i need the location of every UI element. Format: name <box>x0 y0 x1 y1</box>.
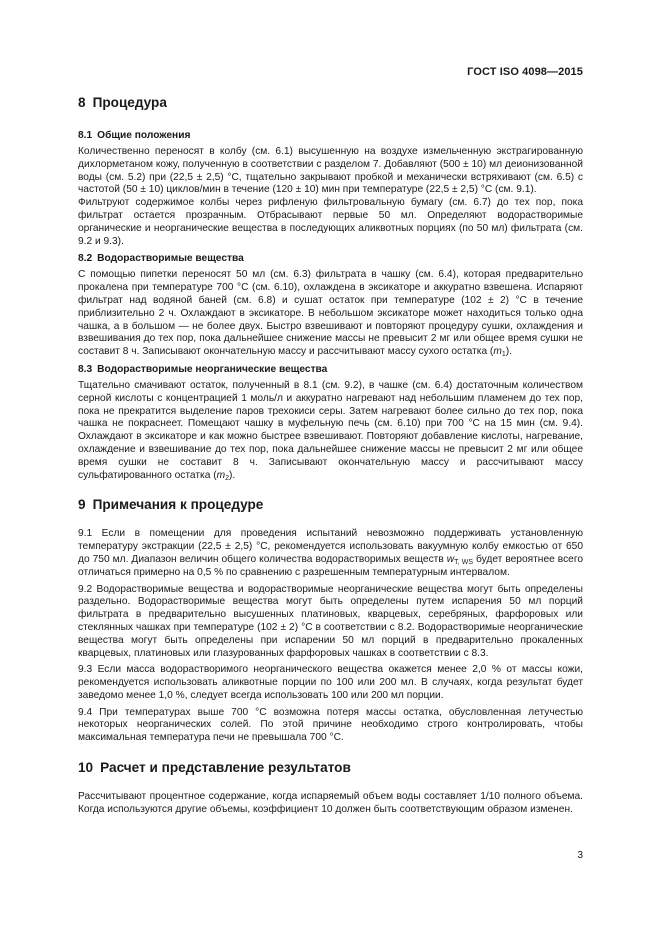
mass-fraction-variable: w <box>446 553 455 565</box>
section-title: Примечания к процедуре <box>92 497 264 513</box>
section-number: 10 <box>78 760 94 776</box>
section-8-heading <box>78 95 583 110</box>
subsection-8-2-heading <box>78 252 583 265</box>
paragraph: Рассчитывают процентное содержание, когда испаряемый объем воды составляет 1/10 полного объема. Когда используются другие объемы, коэффициент 10 должен быть соответствующим образом изменен. <box>78 791 583 815</box>
subsection-title: Общие положения <box>97 130 191 141</box>
subsection-title: Водорастворимые вещества <box>97 253 244 265</box>
section-9-heading <box>78 497 583 512</box>
section-number: 9 <box>78 497 86 513</box>
subsection-8-3-heading <box>78 363 583 376</box>
section-number: 8 <box>78 95 86 110</box>
note-9-4: 9.4 При температурах выше 700 °С возможна потеря массы остатка, обусловленная летучестью некоторых неорганических солей. По этой причине необходимо строго контролировать, чтобы максимальная температура печи не превышала 700 °С. <box>78 706 583 744</box>
subsection-number: 8.1 <box>78 130 93 141</box>
subsection-number: 8.3 <box>78 363 93 375</box>
note-9-3: 9.3 Если масса водорастворимого неорганического вещества окажется менее 2,0 % от массы кожи, рекомендуется использовать аликвотные порции по 100 или 200 мл. В случаях, когда результат будет заведомо менее 1,0 %, следует всегда использовать 100 или 200 мл порции. <box>78 664 583 701</box>
subsection-8-1-heading <box>78 129 583 142</box>
paragraph: Тщательно смачивают остаток, полученный в 8.1 (см. 9.2), в чашке (см. 6.4) достаточным количеством серной кислоты с концентрацией 1 моль/л и аккуратно нагревают над небольшим пламенем до тех пор, пока не прекратится выделение паров трехокиси серы. Затем нагревают более сильно до тех пор, пока чашка не покраснеет. Помещают чашку в муфельную печь (см. 6.10) при 700 °С на 15 мин (см. 9.4). Охлаждают в эксикаторе и как можно быстрее взвешивают. Повторяют добавление кислоты, нагревание, охлаждение и взвешивание до тех пор, пока дальнейшее снижение массы не превысит 2 мг или общее время сушки не составит 8 ч. Записывают окончательную массу и рассчитывают массу сульфатированного остатка $(m_2)$. <box>78 379 583 482</box>
note-9-1: 9.1 Если в помещении для проведения испытаний невозможно поддерживать установленную температуру экстракции (22,5 ± 2,5) °С, рекомендуется использовать вакуумную колбу емкостью от 650 до 750 мл. Диапазон величин общего количества водорастворимых веществ $w_{T, WS}$ будет вероятнее всего отличаться примерно на 0,5 % по сравнению с разрешенным температурным интервалом. <box>78 528 583 578</box>
paragraph: Фильтруют содержимое колбы через рифленую фильтровальную бумагу (см. 6.7) до тех пор, пока фильтрат остается прозрачным. Отбрасывают первые 50 мл. Определяют водорастворимые органические и неорганические вещества в последующих аликвотных порциях (по 50 мл) фильтрата (см. 9.2 и 9.3). <box>78 197 583 247</box>
page-number: 3 <box>577 850 583 861</box>
subsection-title: Водорастворимые неорганические вещества <box>97 363 328 375</box>
page-content <box>78 90 583 817</box>
paragraph: Количественно переносят в колбу (см. 6.1) высушенную на воздухе измельченную экстрагированную дихлорметаном кожу, полученную в соответствии с разделом 7. Добавляют (500 ± 10) мл деионизованной воды (см. 5.2) при (22,5 ± 2,5) °С, тщательно закрывают пробкой и механически встряхивают (см. 6.5) с частотой (50 ± 10) циклов/мин в течение (120 ± 10) мин при температуре (22,5 ± 2,5) °С (см. 9.1). <box>78 146 583 196</box>
mass-variable: m <box>216 469 226 481</box>
standard-designation: ГОСТ ISO 4098—2015 <box>467 66 583 78</box>
mass-variable: m <box>493 346 502 358</box>
note-9-2: 9.2 Водорастворимые вещества и водорастворимые неорганические вещества могут быть определены раздельно. Водорастворимые вещества могут быть определены путем испарения 50 мл порций фильтрата в предварительно высушенных платиновых, кварцевых, серебряных, фарфоровых или стеклянных чашках при температуре (102 ± 2) °С в соответствии с 8.2. Водорастворимые неорганические вещества могут быть определены при испарении 50 мл порций в предварительно прокаленных кварцевых, платиновых или глазурованных фарфоровых чашках в соответствии с 8.3. <box>78 583 583 659</box>
section-10-heading <box>78 760 583 775</box>
subsection-number: 8.2 <box>78 253 93 265</box>
section-title: Расчет и представление результатов <box>100 760 351 776</box>
section-title: Процедура <box>92 95 167 110</box>
paragraph: С помощью пипетки переносят 50 мл (см. 6.3) фильтрата в чашку (см. 6.4), которая предварительно прокалена при температуре 700 °С (см. 6.10), охлаждена в эксикаторе и аккуратно взвешена. Испаряют фильтрат над водяной баней (см. 6.8) и сушат остаток при температуре (102 ± 2) °С в течение приблизительно 2 ч. Охлаждают в эксикаторе. В небольшом эксикаторе может находиться только одна чашка, а в большом — не более двух. Быстро взвешивают и повторяют процедуру сушки, охлаждения и взвешивания до тех пор, пока дальнейшее снижение массы не превысит 2 мг или общее время сушки не составит 8 ч. Записывают окончательную массу и рассчитывают массу сухого остатка $(m_1)$. <box>78 269 583 359</box>
